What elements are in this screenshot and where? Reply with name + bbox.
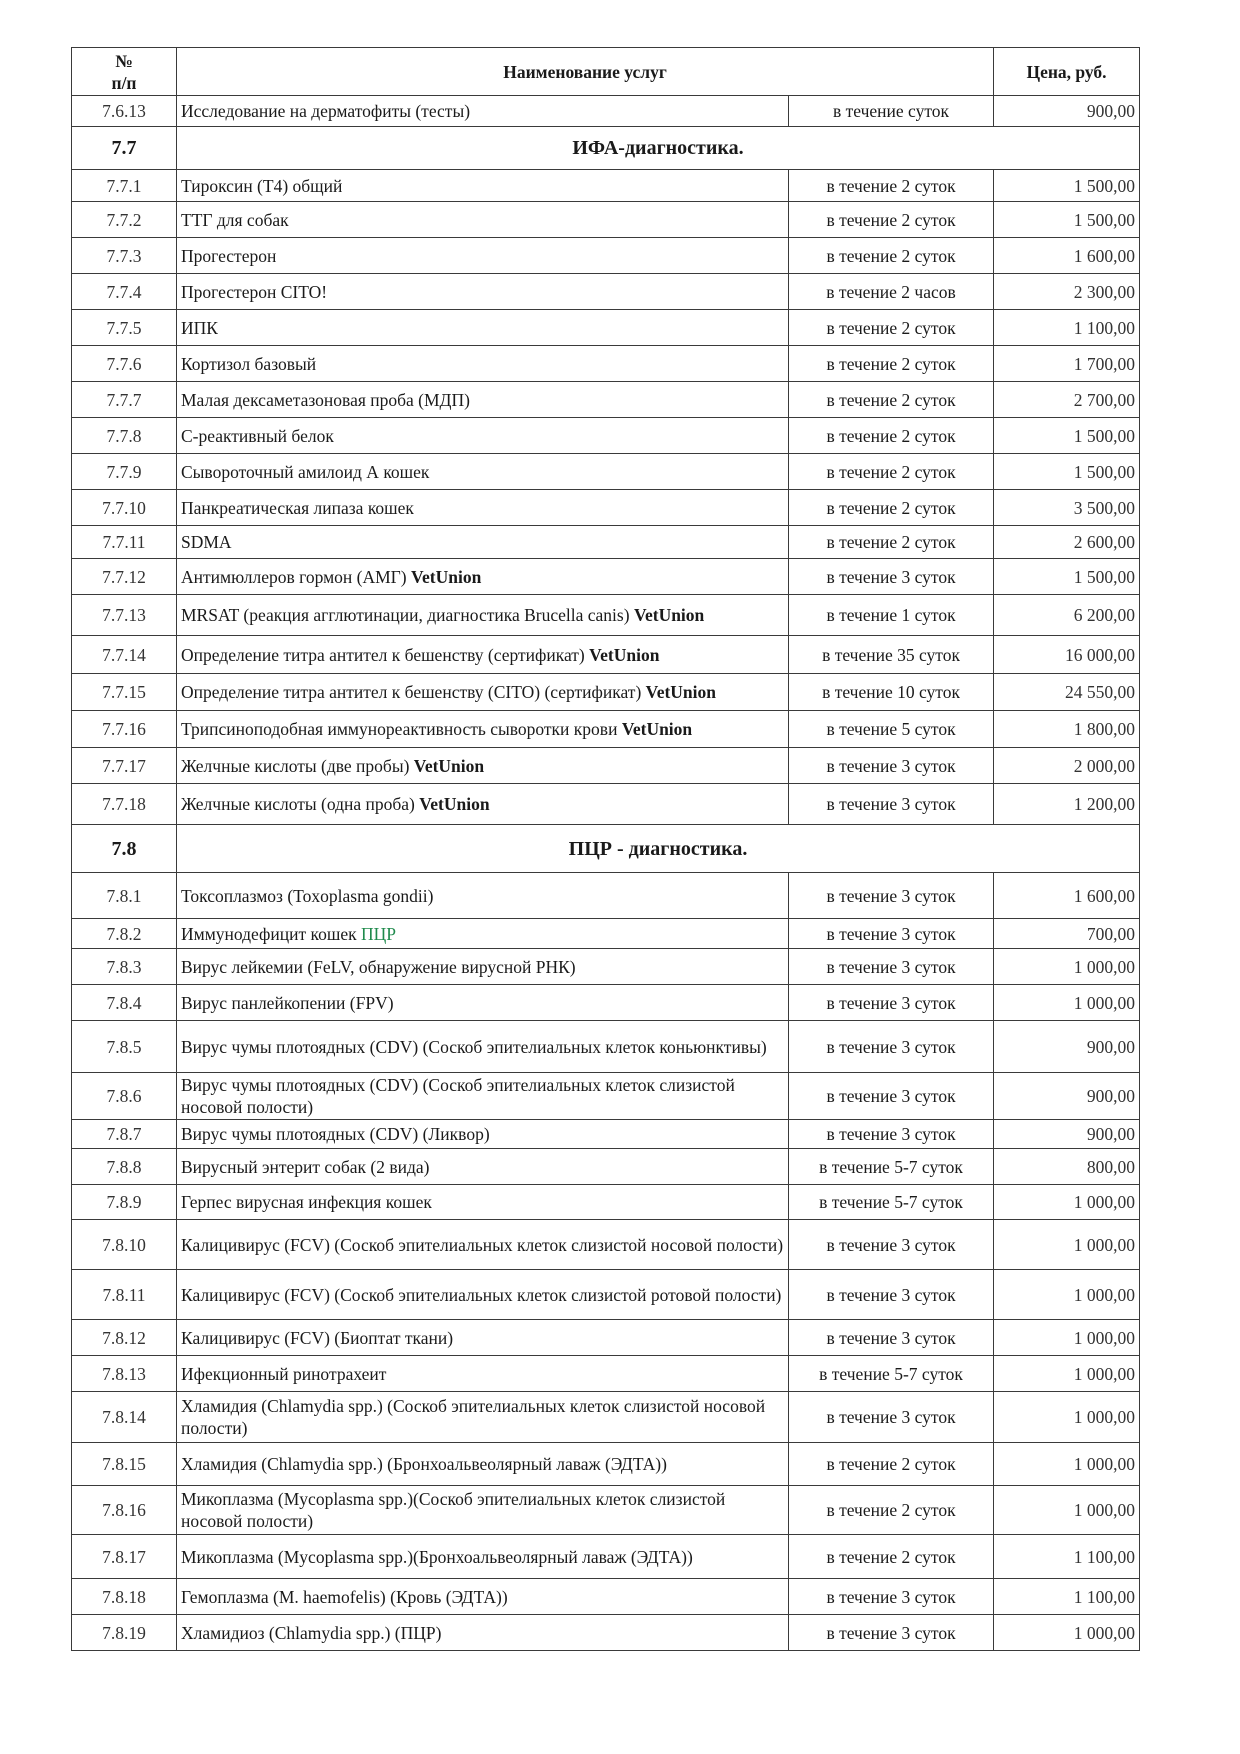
service-name-cell — [177, 526, 789, 559]
price-value: 1 000,00 — [994, 1615, 1140, 1651]
price-value: 3 500,00 — [994, 490, 1140, 526]
service-name-cell — [177, 1486, 789, 1535]
service-name: С-реактивный белок — [181, 425, 334, 446]
turnaround-time: в течение 3 суток — [789, 1120, 994, 1149]
item-number: 7.8.12 — [72, 1320, 177, 1356]
turnaround-time: в течение 2 суток — [789, 346, 994, 382]
price-value: 900,00 — [994, 1073, 1140, 1120]
turnaround-time: в течение 3 суток — [789, 748, 994, 784]
table-row — [72, 674, 1140, 711]
item-number: 7.7.9 — [72, 454, 177, 490]
turnaround-time: в течение 2 суток — [789, 382, 994, 418]
item-number: 7.8.5 — [72, 1021, 177, 1073]
item-number: 7.7.11 — [72, 526, 177, 559]
service-name: SDMA — [181, 532, 232, 552]
table-row — [72, 1486, 1140, 1535]
lab-brand: VetUnion — [633, 605, 705, 625]
service-name: Прогестерон — [181, 245, 277, 266]
turnaround-time: в течение 35 суток — [789, 636, 994, 674]
service-name-cell — [177, 418, 789, 454]
price-value: 1 500,00 — [994, 418, 1140, 454]
table-header-row — [72, 48, 1140, 96]
turnaround-time: в течение 3 суток — [789, 784, 994, 825]
item-number: 7.7.5 — [72, 310, 177, 346]
turnaround-time: в течение 5 суток — [789, 711, 994, 748]
price-value: 1 000,00 — [994, 1486, 1140, 1535]
service-name-cell — [177, 559, 789, 595]
service-name-cell — [177, 873, 789, 919]
section-row — [72, 127, 1140, 170]
item-number: 7.6.13 — [72, 96, 177, 127]
service-name-cell — [177, 1392, 789, 1443]
service-name: Хламидия (Chlamydia spp.) (Бронхоальвеолярный лаваж (ЭДТА)) — [181, 1454, 667, 1474]
lab-brand: VetUnion — [589, 644, 660, 665]
service-name: Вирус панлейкопении (FPV) — [181, 992, 394, 1013]
section-number: 7.8 — [72, 825, 177, 873]
table-row — [72, 919, 1140, 949]
service-name-cell — [177, 784, 789, 825]
service-name: Трипсиноподобная иммунореактивность сыворотки крови — [181, 719, 618, 739]
table-row — [72, 170, 1140, 202]
service-name: Микоплазма (Mycoplasma spp.)(Соскоб эпителиальных клеток слизистой носовой полости) — [181, 1489, 726, 1531]
table-row — [72, 490, 1140, 526]
turnaround-time: в течение 2 суток — [789, 418, 994, 454]
service-name-cell — [177, 238, 789, 274]
table-row — [72, 1149, 1140, 1185]
turnaround-time: в течение 2 суток — [789, 1486, 994, 1535]
turnaround-time: в течение 3 суток — [789, 1220, 994, 1270]
table-row — [72, 1220, 1140, 1270]
header-number: № п/п — [72, 48, 177, 96]
service-name-cell — [177, 346, 789, 382]
turnaround-time: в течение 2 суток — [789, 1443, 994, 1486]
service-name-cell — [177, 1443, 789, 1486]
service-name: Малая дексаметазоновая проба (МДП) — [181, 389, 470, 410]
table-row — [72, 595, 1140, 636]
service-name: MRSAT (реакция агглютинации, диагностика Brucella canis) — [181, 605, 630, 625]
table-row — [72, 1120, 1140, 1149]
item-number: 7.7.13 — [72, 595, 177, 636]
service-name: Желчные кислоты (две пробы) — [181, 755, 410, 776]
service-name: Прогестерон CITO! — [181, 281, 328, 302]
item-number: 7.7.1 — [72, 170, 177, 202]
section-number: 7.7 — [72, 127, 177, 170]
table-row — [72, 382, 1140, 418]
price-value: 1 000,00 — [994, 985, 1140, 1021]
table-row — [72, 1021, 1140, 1073]
table-row — [72, 418, 1140, 454]
section-title: ИФА-диагностика. — [177, 127, 1140, 170]
turnaround-time: в течение суток — [789, 96, 994, 127]
section-title: ПЦР - диагностика. — [177, 825, 1140, 873]
price-value: 1 600,00 — [994, 873, 1140, 919]
lab-brand: VetUnion — [621, 719, 693, 739]
service-name-cell — [177, 985, 789, 1021]
service-name: Гемоплазма (M. haemofelis) (Кровь (ЭДТА)) — [181, 1586, 508, 1607]
service-name-cell — [177, 595, 789, 636]
service-name: Вирус чумы плотоядных (CDV) (Соскоб эпителиальных клеток слизистой носовой полости) — [181, 1075, 735, 1117]
item-number: 7.7.15 — [72, 674, 177, 711]
table-row — [72, 985, 1140, 1021]
price-value: 1 000,00 — [994, 1320, 1140, 1356]
turnaround-time: в течение 3 суток — [789, 559, 994, 595]
price-value: 2 700,00 — [994, 382, 1140, 418]
service-name: Калицивирус (FCV) (Соскоб эпителиальных клеток слизистой носовой полости) — [181, 1234, 784, 1255]
turnaround-time: в течение 3 суток — [789, 985, 994, 1021]
table-row — [72, 1270, 1140, 1320]
table-row — [72, 1073, 1140, 1120]
service-name-cell — [177, 382, 789, 418]
price-value: 1 700,00 — [994, 346, 1140, 382]
item-number: 7.7.7 — [72, 382, 177, 418]
item-number: 7.7.2 — [72, 202, 177, 238]
service-name: Антимюллеров гормон (АМГ) — [181, 566, 407, 587]
item-number: 7.8.8 — [72, 1149, 177, 1185]
item-number: 7.7.17 — [72, 748, 177, 784]
turnaround-time: в течение 3 суток — [789, 1021, 994, 1073]
lab-brand: VetUnion — [411, 566, 482, 587]
price-list-table — [71, 47, 1140, 1651]
header-service-name: Наименование услуг — [177, 48, 994, 96]
table-row — [72, 1320, 1140, 1356]
item-number: 7.7.3 — [72, 238, 177, 274]
price-value: 900,00 — [994, 1120, 1140, 1149]
table-row — [72, 873, 1140, 919]
service-name: Кортизол базовый — [181, 353, 317, 374]
item-number: 7.7.4 — [72, 274, 177, 310]
service-name-cell — [177, 454, 789, 490]
service-name-cell — [177, 1149, 789, 1185]
header-price: Цена, руб. — [994, 48, 1140, 96]
item-number: 7.8.10 — [72, 1220, 177, 1270]
price-value: 1 000,00 — [994, 1443, 1140, 1486]
table-row — [72, 454, 1140, 490]
turnaround-time: в течение 3 суток — [789, 1073, 994, 1120]
price-value: 1 500,00 — [994, 559, 1140, 595]
item-number: 7.7.16 — [72, 711, 177, 748]
turnaround-time: в течение 3 суток — [789, 919, 994, 949]
price-value: 1 000,00 — [994, 1185, 1140, 1220]
service-name-cell — [177, 1021, 789, 1073]
lab-brand: VetUnion — [413, 755, 485, 776]
service-name: Вирус чумы плотоядных (CDV) (Соскоб эпителиальных клеток коньюнктивы) — [181, 1036, 767, 1057]
item-number: 7.8.13 — [72, 1356, 177, 1392]
item-number: 7.8.7 — [72, 1120, 177, 1149]
item-number: 7.8.3 — [72, 949, 177, 985]
table-row — [72, 526, 1140, 559]
price-value: 1 800,00 — [994, 711, 1140, 748]
price-value: 700,00 — [994, 919, 1140, 949]
service-name-cell — [177, 1615, 789, 1651]
service-name: Хламидия (Chlamydia spp.) (Соскоб эпителиальных клеток слизистой носовой полости) — [181, 1396, 766, 1438]
lab-brand: VetUnion — [645, 682, 716, 702]
item-number: 7.7.6 — [72, 346, 177, 382]
price-value: 6 200,00 — [994, 595, 1140, 636]
service-name: Герпес вирусная инфекция кошек — [181, 1192, 432, 1212]
service-name-cell — [177, 170, 789, 202]
turnaround-time: в течение 2 суток — [789, 202, 994, 238]
table-row — [72, 274, 1140, 310]
service-name-cell — [177, 96, 789, 127]
table-row — [72, 784, 1140, 825]
table-row — [72, 1535, 1140, 1579]
item-number: 7.7.10 — [72, 490, 177, 526]
turnaround-time: в течение 5-7 суток — [789, 1149, 994, 1185]
item-number: 7.8.1 — [72, 873, 177, 919]
turnaround-time: в течение 5-7 суток — [789, 1356, 994, 1392]
item-number: 7.8.17 — [72, 1535, 177, 1579]
service-name-cell — [177, 490, 789, 526]
service-name: Вирус лейкемии (FeLV, обнаружение вирусной РНК) — [181, 956, 576, 977]
table-row — [72, 949, 1140, 985]
price-value: 1 000,00 — [994, 1356, 1140, 1392]
service-name-cell — [177, 748, 789, 784]
price-value: 24 550,00 — [994, 674, 1140, 711]
table-row — [72, 96, 1140, 127]
method-tag: ПЦР — [360, 923, 396, 944]
service-name: Определение титра антител к бешенству (сертификат) — [181, 644, 585, 665]
service-name-cell — [177, 1579, 789, 1615]
service-name: Тироксин (Т4) общий — [181, 175, 343, 196]
table-row — [72, 310, 1140, 346]
service-name: Иммунодефицит кошек — [181, 923, 357, 944]
price-value: 1 100,00 — [994, 310, 1140, 346]
service-name: Желчные кислоты (одна проба) — [181, 794, 415, 814]
item-number: 7.7.12 — [72, 559, 177, 595]
service-name-cell — [177, 711, 789, 748]
turnaround-time: в течение 2 часов — [789, 274, 994, 310]
price-value: 1 000,00 — [994, 1270, 1140, 1320]
table-row — [72, 636, 1140, 674]
service-name: Вирусный энтерит собак (2 вида) — [181, 1156, 430, 1177]
service-name: Определение титра антител к бешенству (CITO) (сертификат) — [181, 682, 642, 702]
service-name: Сывороточный амилоид А кошек — [181, 461, 430, 482]
turnaround-time: в течение 2 суток — [789, 490, 994, 526]
item-number: 7.8.19 — [72, 1615, 177, 1651]
service-name-cell — [177, 1270, 789, 1320]
item-number: 7.7.14 — [72, 636, 177, 674]
price-value: 1 000,00 — [994, 1220, 1140, 1270]
service-name: ТТГ для собак — [181, 209, 289, 230]
service-name-cell — [177, 1535, 789, 1579]
turnaround-time: в течение 10 суток — [789, 674, 994, 711]
price-value: 1 600,00 — [994, 238, 1140, 274]
item-number: 7.8.4 — [72, 985, 177, 1021]
turnaround-time: в течение 3 суток — [789, 1320, 994, 1356]
table-row — [72, 1185, 1140, 1220]
service-name-cell — [177, 636, 789, 674]
turnaround-time: в течение 2 суток — [789, 1535, 994, 1579]
turnaround-time: в течение 3 суток — [789, 1270, 994, 1320]
price-value: 900,00 — [994, 96, 1140, 127]
table-row — [72, 748, 1140, 784]
table-row — [72, 346, 1140, 382]
table-row — [72, 1356, 1140, 1392]
price-value: 1 200,00 — [994, 784, 1140, 825]
service-name: ИПК — [181, 317, 218, 338]
turnaround-time: в течение 3 суток — [789, 949, 994, 985]
table-row — [72, 1615, 1140, 1651]
turnaround-time: в течение 5-7 суток — [789, 1185, 994, 1220]
service-name-cell — [177, 919, 789, 949]
service-name: Хламидиоз (Chlamydia spp.) (ПЦР) — [181, 1622, 442, 1643]
service-name: Исследование на дерматофиты (тесты) — [181, 101, 471, 121]
price-value: 1 000,00 — [994, 1392, 1140, 1443]
table-row — [72, 238, 1140, 274]
item-number: 7.8.15 — [72, 1443, 177, 1486]
price-value: 1 500,00 — [994, 454, 1140, 490]
item-number: 7.7.8 — [72, 418, 177, 454]
turnaround-time: в течение 2 суток — [789, 526, 994, 559]
price-value: 1 500,00 — [994, 202, 1140, 238]
turnaround-time: в течение 2 суток — [789, 238, 994, 274]
section-row — [72, 825, 1140, 873]
item-number: 7.8.16 — [72, 1486, 177, 1535]
item-number: 7.8.11 — [72, 1270, 177, 1320]
price-value: 800,00 — [994, 1149, 1140, 1185]
turnaround-time: в течение 3 суток — [789, 1392, 994, 1443]
table-body — [72, 96, 1140, 1651]
service-name: Калицивирус (FCV) (Биоптат ткани) — [181, 1327, 454, 1348]
service-name: Калицивирус (FCV) (Соскоб эпителиальных клеток слизистой ротовой полости) — [181, 1284, 782, 1305]
price-value: 2 000,00 — [994, 748, 1140, 784]
price-value: 900,00 — [994, 1021, 1140, 1073]
turnaround-time: в течение 3 суток — [789, 1579, 994, 1615]
service-name-cell — [177, 1220, 789, 1270]
service-name: Микоплазма (Mycoplasma spp.)(Бронхоальвеолярный лаваж (ЭДТА)) — [181, 1546, 693, 1567]
service-name-cell — [177, 274, 789, 310]
table-row — [72, 1392, 1140, 1443]
service-name-cell — [177, 674, 789, 711]
turnaround-time: в течение 2 суток — [789, 170, 994, 202]
turnaround-time: в течение 2 суток — [789, 310, 994, 346]
price-value: 1 100,00 — [994, 1579, 1140, 1615]
price-value: 2 600,00 — [994, 526, 1140, 559]
table-row — [72, 1579, 1140, 1615]
price-value: 1 100,00 — [994, 1535, 1140, 1579]
service-name: Токсоплазмоз (Toxoplasma gondii) — [181, 885, 434, 906]
item-number: 7.8.18 — [72, 1579, 177, 1615]
price-value: 1 000,00 — [994, 949, 1140, 985]
item-number: 7.7.18 — [72, 784, 177, 825]
table-row — [72, 559, 1140, 595]
service-name-cell — [177, 1120, 789, 1149]
service-name-cell — [177, 1185, 789, 1220]
item-number: 7.8.9 — [72, 1185, 177, 1220]
turnaround-time: в течение 3 суток — [789, 1615, 994, 1651]
service-name-cell — [177, 1356, 789, 1392]
item-number: 7.8.6 — [72, 1073, 177, 1120]
price-value: 1 500,00 — [994, 170, 1140, 202]
table-row — [72, 1443, 1140, 1486]
turnaround-time: в течение 1 суток — [789, 595, 994, 636]
service-name-cell — [177, 949, 789, 985]
turnaround-time: в течение 3 суток — [789, 873, 994, 919]
service-name: Ифекционный ринотрахеит — [181, 1363, 387, 1384]
table-row — [72, 711, 1140, 748]
item-number: 7.8.14 — [72, 1392, 177, 1443]
table-row — [72, 202, 1140, 238]
service-name-cell — [177, 1073, 789, 1120]
price-value: 2 300,00 — [994, 274, 1140, 310]
service-name-cell — [177, 310, 789, 346]
service-name-cell — [177, 1320, 789, 1356]
item-number: 7.8.2 — [72, 919, 177, 949]
price-value: 16 000,00 — [994, 636, 1140, 674]
service-name: Вирус чумы плотоядных (CDV) (Ликвор) — [181, 1124, 490, 1144]
lab-brand: VetUnion — [419, 794, 490, 814]
service-name-cell — [177, 202, 789, 238]
turnaround-time: в течение 2 суток — [789, 454, 994, 490]
service-name: Панкреатическая липаза кошек — [181, 497, 414, 518]
